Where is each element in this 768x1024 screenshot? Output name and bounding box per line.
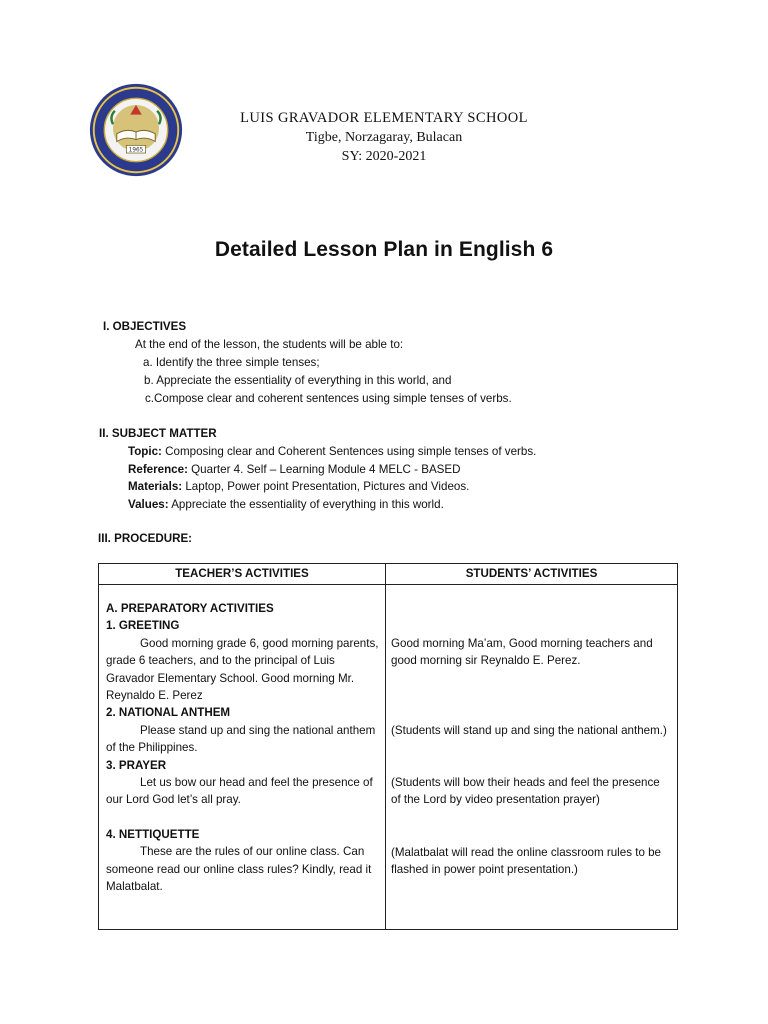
teacher-text: Good morning grade 6, good morning parents, grade 6 teachers, and to the principal of Luis Gravador Elementary School. Good morning Mr. Reynaldo E. Perez (106, 636, 379, 703)
subject-matter-heading: II. SUBJECT MATTER (99, 427, 217, 440)
header-divider (99, 584, 677, 585)
student-response: Good morning Ma’am, Good morning teachers and good morning sir Reynaldo E. Perez. (391, 637, 653, 668)
activity-heading: 2. NATIONAL ANTHEM (106, 706, 231, 720)
activities-table (98, 563, 678, 930)
subject-materials (128, 479, 469, 494)
objective-item: a. Identify the three simple tenses; (143, 356, 320, 369)
school-year: SY: 2020-2021 (341, 149, 427, 164)
activity-heading: 4. NETTIQUETTE (106, 827, 200, 841)
teacher-activities-cell (106, 600, 382, 896)
subject-value: Laptop, Power point Presentation, Pictures and Videos. (182, 480, 470, 493)
student-response: (Students will stand up and sing the national anthem.) (391, 724, 667, 737)
subject-reference (128, 462, 461, 477)
school-address: Tigbe, Norzagaray, Bulacan (305, 130, 463, 145)
teacher-column-header: TEACHER’S ACTIVITIES (175, 567, 309, 580)
activity-heading: 1. GREETING (106, 619, 180, 633)
section-heading: A. PREPARATORY ACTIVITIES (106, 602, 274, 615)
objective-item: c.Compose clear and coherent sentences using simple tenses of verbs. (145, 392, 512, 405)
subject-label: Values: (128, 498, 169, 511)
teacher-text: These are the rules of our online class. Can someone read our online class rules? Kindly, read it Malatbalat. (106, 845, 372, 894)
svg-text:1965: 1965 (128, 147, 144, 154)
teacher-text: Please stand up and sing the national anthem of the Philippines. (106, 723, 376, 755)
student-response: (Malatbalat will read the online classroom rules to be flashed in power point presentation.) (391, 846, 662, 877)
subject-value: Composing clear and Coherent Sentences using simple tenses of verbs. (161, 445, 537, 458)
subject-label: Materials: (128, 480, 183, 493)
subject-value: Appreciate the essentiality of everything in this world. (168, 498, 444, 511)
activity-heading: 3. PRAYER (106, 758, 167, 772)
column-divider (385, 564, 386, 929)
students-column-header: STUDENTS’ ACTIVITIES (465, 567, 598, 580)
objective-item: b. Appreciate the essentiality of everything in this world, and (144, 374, 452, 387)
objectives-intro: At the end of the lesson, the students will be able to: (135, 338, 404, 351)
procedure-heading: III. PROCEDURE: (98, 532, 193, 545)
subject-value: Quarter 4. Self – Learning Module 4 MELC - BASED (187, 463, 461, 476)
objectives-heading: I. OBJECTIVES (103, 320, 187, 333)
subject-topic (128, 444, 536, 459)
subject-label: Reference: (128, 463, 188, 476)
subject-values (128, 497, 444, 512)
document-title: Detailed Lesson Plan in English 6 (214, 238, 554, 261)
teacher-text: Let us bow our head and feel the presence of our Lord God let’s all pray. (106, 776, 373, 807)
subject-label: Topic: (128, 445, 162, 458)
student-response: (Students will bow their heads and feel the presence of the Lord by video presentation prayer) (391, 776, 660, 807)
school-name: LUIS GRAVADOR ELEMENTARY SCHOOL (240, 110, 528, 126)
